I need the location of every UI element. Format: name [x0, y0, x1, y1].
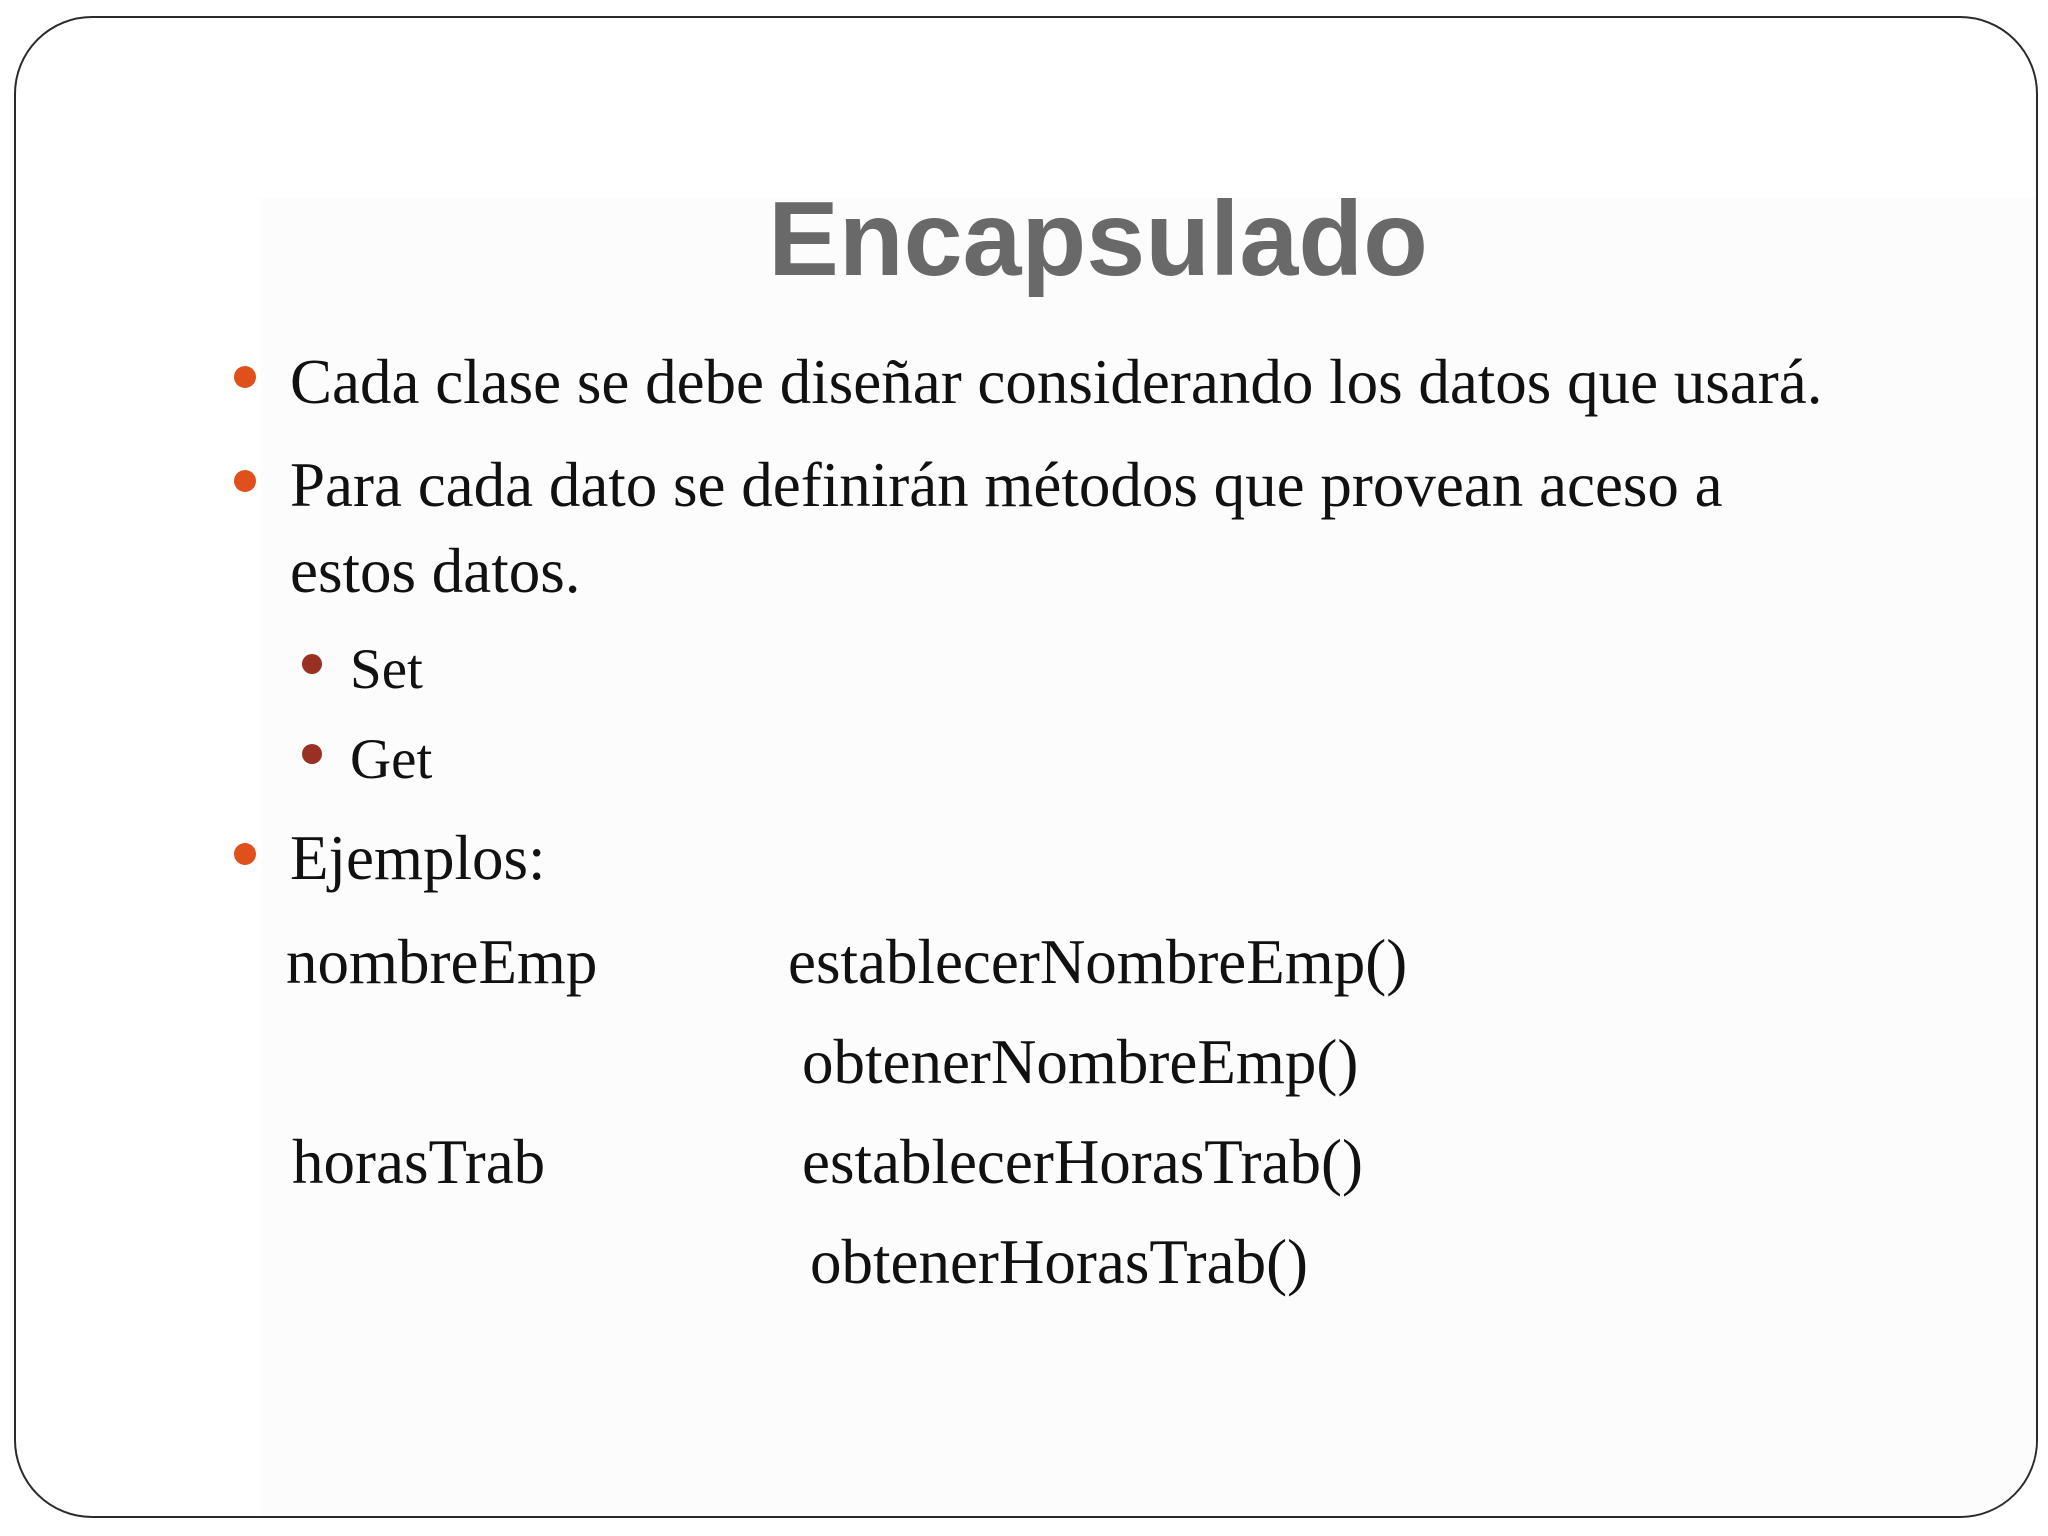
slide-frame — [14, 16, 2038, 1518]
bullet-dot-icon — [234, 366, 256, 388]
sub-bullet-dot-icon — [302, 654, 322, 674]
example-field-horastrab: horasTrab — [292, 1127, 546, 1197]
example-method-obtener-horas: obtenerHorasTrab() — [810, 1227, 1309, 1297]
example-method-establecer-horas: establecerHorasTrab() — [802, 1127, 1363, 1197]
bullet-text-3: Ejemplos: — [290, 823, 546, 893]
bullet-dot-icon — [234, 843, 256, 865]
bullet-text-2-continued: estos datos. — [290, 536, 581, 606]
sub-bullet-get: Get — [350, 728, 433, 791]
bullet-dot-icon — [234, 470, 256, 492]
example-field-nombreemp: nombreEmp — [286, 927, 598, 997]
bullet-text-1: Cada clase se debe diseñar considerando los datos que usará. — [290, 347, 1823, 417]
example-method-obtener-nombre: obtenerNombreEmp() — [802, 1027, 1359, 1097]
sub-bullet-set: Set — [350, 638, 423, 701]
bullet-text-2: Para cada dato se definirán métodos que provean aceso a — [290, 450, 1723, 520]
example-method-establecer-nombre: establecerNombreEmp() — [788, 927, 1408, 997]
slide-title: Encapsulado — [768, 180, 1428, 298]
sub-bullet-dot-icon — [302, 744, 322, 764]
